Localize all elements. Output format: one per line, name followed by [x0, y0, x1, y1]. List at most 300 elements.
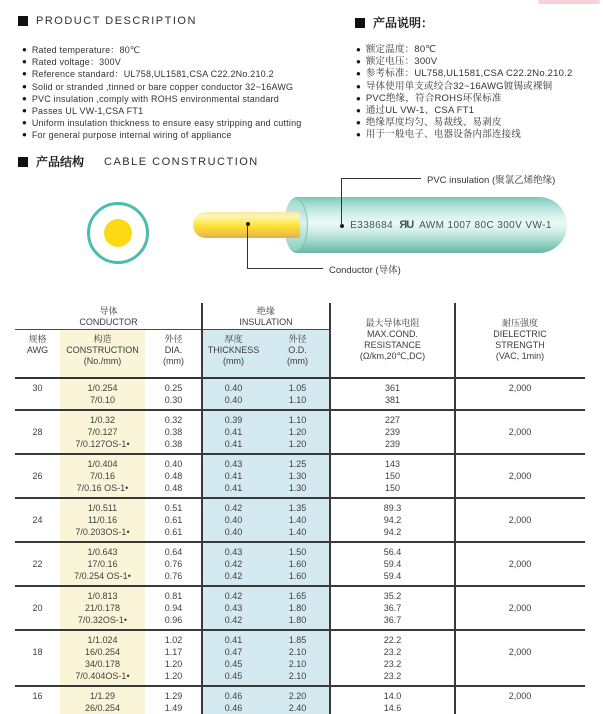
table-value: 0.43 — [224, 459, 243, 469]
cable-construction-title-zh: 产品结构 — [36, 155, 85, 169]
col-header-construction — [60, 334, 145, 367]
table-value: 1/0.254 — [87, 383, 118, 393]
table-value: 1.40 — [288, 527, 307, 537]
spec-table-body — [15, 379, 585, 714]
group-header-conductor — [15, 306, 202, 328]
table-value: 2.20 — [288, 691, 307, 701]
spec-table-header — [15, 303, 585, 379]
header-line: 最大导体电阻 — [365, 318, 420, 328]
table-value: 0.61 — [164, 527, 183, 537]
table-value: 0.48 — [164, 471, 183, 481]
bullet-icon: ● — [22, 81, 27, 91]
table-value: 143 — [384, 459, 401, 469]
table-cell — [265, 502, 330, 538]
table-row-awg-30 — [15, 379, 585, 409]
table-value: 2,000 — [508, 515, 532, 525]
table-value: 28 — [32, 427, 43, 437]
table-value: 35.2 — [383, 591, 402, 601]
header-line: INSULATION — [239, 317, 293, 327]
header-line: DIA. — [164, 345, 183, 355]
table-value: 1.05 — [288, 383, 307, 393]
header-line: 外径 — [288, 334, 307, 344]
table-row-awg-26 — [15, 453, 585, 497]
bullet-icon: ● — [22, 57, 27, 67]
product-description-list-en — [22, 44, 301, 142]
cable-cross-section-conductor — [104, 219, 132, 247]
table-cell — [60, 382, 145, 406]
table-value: 24 — [32, 515, 43, 525]
list-item — [356, 44, 572, 56]
header-line: (Ω/km,20℃,DC) — [359, 351, 426, 361]
table-value: 23.2 — [383, 671, 402, 681]
list-item-text: Rated temperature：80℃ — [31, 45, 141, 55]
col-header-resistance — [330, 318, 455, 362]
table-cell — [202, 590, 265, 626]
col-header-od — [265, 334, 330, 367]
group-header-insulation — [202, 306, 330, 328]
table-value: 0.41 — [224, 635, 243, 645]
bullet-icon: ● — [22, 69, 27, 79]
bullet-icon: ● — [22, 105, 27, 115]
table-value: 0.40 — [224, 395, 243, 405]
table-value: 21/0.178 — [84, 603, 121, 613]
table-value: 1/0.511 — [87, 503, 118, 513]
list-item — [356, 117, 572, 129]
table-cell — [455, 690, 585, 714]
insulation-leader-line-h — [341, 178, 421, 179]
header-line: (VAC, 1min) — [495, 351, 545, 361]
header-line: RESISTANCE — [364, 340, 421, 350]
table-value: 0.38 — [164, 439, 183, 449]
table-cell — [330, 690, 455, 714]
table-cell — [60, 414, 145, 450]
table-cell — [455, 414, 585, 450]
list-item — [22, 44, 301, 56]
list-item-text: PVC insulation ,comply with ROHS environmental standard — [31, 93, 279, 104]
header-line: 导体 — [99, 306, 118, 316]
table-value: 0.45 — [224, 671, 243, 681]
table-cell — [455, 634, 585, 682]
table-value: 0.25 — [164, 383, 183, 393]
table-cell — [265, 382, 330, 406]
table-value: 1.20 — [164, 659, 183, 669]
table-value: 0.41 — [224, 427, 243, 437]
section-square-icon — [18, 157, 28, 167]
table-cell — [202, 690, 265, 714]
list-item — [356, 129, 572, 141]
table-value: 361 — [384, 383, 401, 393]
table-cell — [455, 502, 585, 538]
table-value: 36.7 — [383, 615, 402, 625]
table-cell — [202, 546, 265, 582]
table-value: 59.4 — [383, 571, 402, 581]
product-description-list-zh — [356, 44, 572, 142]
table-value: 150 — [384, 483, 401, 493]
table-value: 0.46 — [224, 691, 243, 701]
header-line: (mm) — [163, 356, 184, 366]
list-item-text: PVC绝缘，符合ROHS环保标准 — [365, 92, 502, 104]
table-cell — [330, 546, 455, 582]
list-item — [22, 56, 301, 68]
table-cell — [145, 382, 202, 406]
table-value: 1/1.29 — [89, 691, 116, 701]
table-value: 0.32 — [164, 415, 183, 425]
group-underline — [15, 329, 330, 330]
table-cell — [145, 634, 202, 682]
list-item-text: Reference standard：UL758,UL1581,CSA C22.2No.210.2 — [31, 69, 274, 80]
table-cell — [330, 634, 455, 682]
table-value: 89.3 — [383, 503, 402, 513]
header-line: 绝缘 — [256, 306, 275, 316]
table-value: 0.76 — [164, 559, 183, 569]
header-line: (No./mm) — [83, 356, 122, 366]
table-value: 2,000 — [508, 603, 532, 613]
table-cell — [330, 414, 455, 450]
table-value: 1.10 — [288, 395, 307, 405]
list-item-text: Passes UL VW-1,CSA FT1 — [31, 105, 144, 116]
list-item-text: 用于一般电子、电器设备内部连接线 — [365, 129, 522, 141]
list-item-text: 额定温度：80℃ — [365, 44, 437, 55]
insulation-leader-line-v — [341, 178, 342, 225]
table-value: 0.96 — [164, 615, 183, 625]
header-line: (mm) — [223, 356, 244, 366]
table-value: 2.10 — [288, 659, 307, 669]
table-cell — [145, 502, 202, 538]
table-value: 1.17 — [164, 647, 183, 657]
col-header-thickness — [202, 334, 265, 367]
list-item — [22, 105, 301, 117]
table-value: 1.29 — [164, 691, 183, 701]
table-cell — [145, 690, 202, 714]
product-description-title-en: PRODUCT DESCRIPTION — [36, 15, 197, 27]
table-value: 0.43 — [224, 547, 243, 557]
table-cell — [15, 458, 60, 494]
list-item — [22, 81, 301, 93]
header-line: 耐压强度 — [501, 318, 538, 328]
table-value: 2,000 — [508, 471, 532, 481]
table-value: 1.25 — [288, 459, 307, 469]
list-item — [22, 129, 301, 141]
table-value: 0.41 — [224, 471, 243, 481]
table-cell — [455, 546, 585, 582]
table-value: 0.41 — [224, 439, 243, 449]
table-value: 16 — [32, 691, 43, 701]
table-cell — [265, 634, 330, 682]
table-value: 7/0.203OS-1• — [75, 527, 130, 537]
table-value: 1/0.813 — [87, 591, 118, 601]
table-value: 0.42 — [224, 559, 243, 569]
bullet-icon: ● — [22, 45, 27, 54]
table-cell — [330, 458, 455, 494]
table-value: 23.2 — [383, 647, 402, 657]
table-vline-2 — [329, 303, 331, 714]
table-value: 2.10 — [288, 647, 307, 657]
table-value: 0.38 — [164, 427, 183, 437]
section-square-icon — [18, 16, 28, 26]
table-cell — [265, 414, 330, 450]
table-value: 7/0.16 — [89, 471, 116, 481]
table-value: 7/0.16 OS-1• — [76, 483, 129, 493]
table-cell — [15, 546, 60, 582]
list-item-text: Solid or stranded ,tinned or bare copper conductor 32~16AWG — [31, 81, 294, 92]
bullet-icon: ● — [356, 81, 361, 91]
table-value: 1/0.643 — [87, 547, 118, 557]
table-value: 1.65 — [288, 591, 307, 601]
table-cell — [60, 502, 145, 538]
table-value: 11/0.16 — [87, 515, 118, 525]
table-value: 0.76 — [164, 571, 183, 581]
spec-table — [15, 303, 585, 714]
table-value: 0.48 — [164, 483, 183, 493]
table-cell — [330, 590, 455, 626]
cable-construction-title-en: CABLE CONSTRUCTION — [104, 155, 259, 168]
conductor-leader-line-h — [247, 268, 323, 269]
list-item — [356, 93, 572, 105]
table-value: 0.39 — [224, 415, 243, 425]
header-line: CONDUCTOR — [79, 317, 138, 327]
table-value: 36.7 — [383, 603, 402, 613]
list-item — [356, 56, 572, 68]
list-item — [356, 105, 572, 117]
table-cell — [15, 414, 60, 450]
table-value: 1.80 — [288, 615, 307, 625]
table-cell — [455, 382, 585, 406]
table-value: 2.10 — [288, 671, 307, 681]
table-cell — [60, 590, 145, 626]
table-cell — [265, 458, 330, 494]
col-header-dielectric — [455, 318, 585, 362]
table-value: 1.60 — [288, 559, 307, 569]
header-line: MAX.COND. — [366, 329, 418, 339]
section-square-icon — [355, 18, 365, 28]
table-value: 0.42 — [224, 591, 243, 601]
product-description-title-zh: 产品说明： — [373, 16, 434, 30]
table-cell — [145, 590, 202, 626]
conductor-leader-line-v — [247, 225, 248, 268]
table-value: 7/0.404OS-1• — [75, 671, 130, 681]
ul-recognized-icon: ЯU — [399, 219, 414, 231]
table-value: 30 — [32, 383, 43, 393]
table-value: 16/0.254 — [84, 647, 121, 657]
table-value: 22 — [32, 559, 43, 569]
table-cell — [145, 546, 202, 582]
table-cell — [15, 690, 60, 714]
table-value: 26 — [32, 471, 43, 481]
table-value: 1.49 — [164, 703, 183, 713]
table-value: 1.50 — [288, 547, 307, 557]
table-value: 1.30 — [288, 471, 307, 481]
table-value: 1/1.024 — [87, 635, 118, 645]
table-value: 7/0.32OS-1• — [77, 615, 128, 625]
table-value: 0.45 — [224, 659, 243, 669]
table-value: 20 — [32, 603, 43, 613]
table-value: 7/0.10 — [89, 395, 116, 405]
bullet-icon: ● — [356, 57, 361, 67]
table-value: 1.10 — [288, 415, 307, 425]
product-description-header — [18, 15, 197, 27]
list-item-text: Uniform insulation thickness to ensure easy stripping and cutting — [31, 118, 302, 129]
table-row-awg-18 — [15, 629, 585, 685]
table-cell — [202, 458, 265, 494]
list-item-text: 参考标准：UL758,UL1581,CSA C22.2No.210.2 — [365, 68, 573, 80]
table-value: 1.20 — [164, 671, 183, 681]
table-value: 0.61 — [164, 515, 183, 525]
table-row-awg-20 — [15, 585, 585, 629]
table-value: 1.30 — [288, 483, 307, 493]
bullet-icon: ● — [22, 93, 27, 103]
table-value: 0.47 — [224, 647, 243, 657]
header-line: 构造 — [93, 334, 112, 344]
table-cell — [60, 634, 145, 682]
table-row-awg-28 — [15, 409, 585, 453]
table-cell — [455, 458, 585, 494]
table-cell — [265, 690, 330, 714]
table-cell — [15, 382, 60, 406]
table-cell — [330, 502, 455, 538]
cable-spec-marking: AWM 1007 80C 300V VW-1 — [419, 220, 552, 231]
table-value: 1.80 — [288, 603, 307, 613]
table-value: 17/0.16 — [87, 559, 118, 569]
cable-print-marking — [340, 219, 562, 231]
table-cell — [202, 382, 265, 406]
header-line: O.D. — [288, 345, 307, 355]
table-cell — [60, 458, 145, 494]
col-header-awg — [15, 334, 60, 356]
bullet-icon: ● — [356, 118, 361, 128]
col-header-dia — [145, 334, 202, 367]
table-value: 0.43 — [224, 603, 243, 613]
header-line: AWG — [26, 345, 49, 355]
list-item-text: For general purpose internal wiring of appliance — [31, 130, 232, 141]
bullet-icon: ● — [356, 45, 361, 54]
product-description-header-zh — [355, 14, 433, 31]
table-value: 150 — [384, 471, 401, 481]
table-value: 1.20 — [288, 439, 307, 449]
list-item-text: 通过UL VW-1、CSA FT1 — [365, 104, 475, 116]
table-value: 1.35 — [288, 503, 307, 513]
table-value: 227 — [384, 415, 401, 425]
table-value: 23.2 — [383, 659, 402, 669]
table-value: 239 — [384, 439, 401, 449]
table-cell — [265, 546, 330, 582]
table-value: 22.2 — [383, 635, 402, 645]
bullet-icon: ● — [356, 69, 361, 79]
header-line: STRENGTH — [495, 340, 545, 350]
table-cell — [15, 634, 60, 682]
table-cell — [202, 634, 265, 682]
table-cell — [15, 502, 60, 538]
table-cell — [202, 502, 265, 538]
cable-construction-header — [18, 153, 259, 170]
header-line: THICKNESS — [207, 345, 260, 355]
table-value: 2,000 — [508, 383, 532, 393]
table-value: 381 — [384, 395, 401, 405]
list-item-text: 额定电压：300V — [365, 56, 438, 68]
table-cell — [145, 458, 202, 494]
bullet-icon: ● — [22, 118, 27, 128]
list-item — [22, 117, 301, 129]
table-value: 0.42 — [224, 615, 243, 625]
list-item-text: Rated voltage：300V — [31, 57, 122, 68]
table-value: 0.40 — [224, 383, 243, 393]
table-value: 0.40 — [224, 527, 243, 537]
table-value: 2,000 — [508, 559, 532, 569]
bullet-icon: ● — [356, 105, 361, 115]
table-value: 1.85 — [288, 635, 307, 645]
table-value: 14.0 — [383, 691, 402, 701]
table-cell — [265, 590, 330, 626]
table-vline-3 — [454, 303, 456, 714]
table-cell — [202, 414, 265, 450]
table-value: 239 — [384, 427, 401, 437]
table-vline-1 — [201, 303, 203, 714]
table-value: 94.2 — [383, 527, 402, 537]
table-value: 56.4 — [383, 547, 402, 557]
table-value: 0.51 — [164, 503, 183, 513]
table-value: 94.2 — [383, 515, 402, 525]
table-cell — [60, 690, 145, 714]
table-cell — [330, 382, 455, 406]
table-value: 7/0.127OS-1• — [75, 439, 130, 449]
table-value: 2,000 — [508, 647, 532, 657]
table-value: 1/0.404 — [87, 459, 118, 469]
table-value: 7/0.254 OS-1• — [74, 571, 131, 581]
insulation-label: PVC insulation (聚氯乙烯绝缘) — [427, 175, 556, 186]
table-value: 0.94 — [164, 603, 183, 613]
table-value: 2.40 — [288, 703, 307, 713]
list-item-text: 导体使用单支或绞合32~16AWG镀锡或裸铜 — [365, 80, 553, 92]
table-value: 1.20 — [288, 427, 307, 437]
table-row-awg-24 — [15, 497, 585, 541]
table-value: 1.60 — [288, 571, 307, 581]
table-value: 1.02 — [164, 635, 183, 645]
list-item — [22, 93, 301, 105]
list-item — [22, 68, 301, 80]
conductor-label: Conductor (导体) — [329, 265, 401, 276]
table-value: 0.81 — [164, 591, 183, 601]
table-value: 0.42 — [224, 503, 243, 513]
table-value: 14.6 — [383, 703, 402, 713]
table-value: 2,000 — [508, 691, 532, 701]
table-value: 0.40 — [164, 459, 183, 469]
table-value: 0.40 — [224, 515, 243, 525]
table-row-awg-22 — [15, 541, 585, 585]
table-value: 0.30 — [164, 395, 183, 405]
table-cell — [60, 546, 145, 582]
table-value: 1/0.32 — [89, 415, 116, 425]
cutoff-logo-fragment — [538, 0, 600, 4]
bullet-icon: ● — [356, 130, 361, 140]
table-cell — [15, 590, 60, 626]
header-line: 规格 — [28, 334, 47, 344]
table-value: 26/0.254 — [84, 703, 121, 713]
table-value: 0.64 — [164, 547, 183, 557]
table-value: 7/0.127 — [87, 427, 118, 437]
header-line: 厚度 — [224, 334, 243, 344]
table-value: 0.41 — [224, 483, 243, 493]
table-value: 2,000 — [508, 427, 532, 437]
list-item-text: 绝缘厚度均匀、易裁线、易剥皮 — [365, 117, 502, 129]
header-line: CONSTRUCTION — [66, 345, 139, 355]
table-value: 0.46 — [224, 703, 243, 713]
header-line: (mm) — [287, 356, 308, 366]
table-value: 1.40 — [288, 515, 307, 525]
header-line: 外径 — [164, 334, 183, 344]
table-value: 34/0.178 — [84, 659, 121, 669]
table-cell — [455, 590, 585, 626]
table-row-awg-16 — [15, 685, 585, 714]
bullet-icon: ● — [22, 130, 27, 140]
